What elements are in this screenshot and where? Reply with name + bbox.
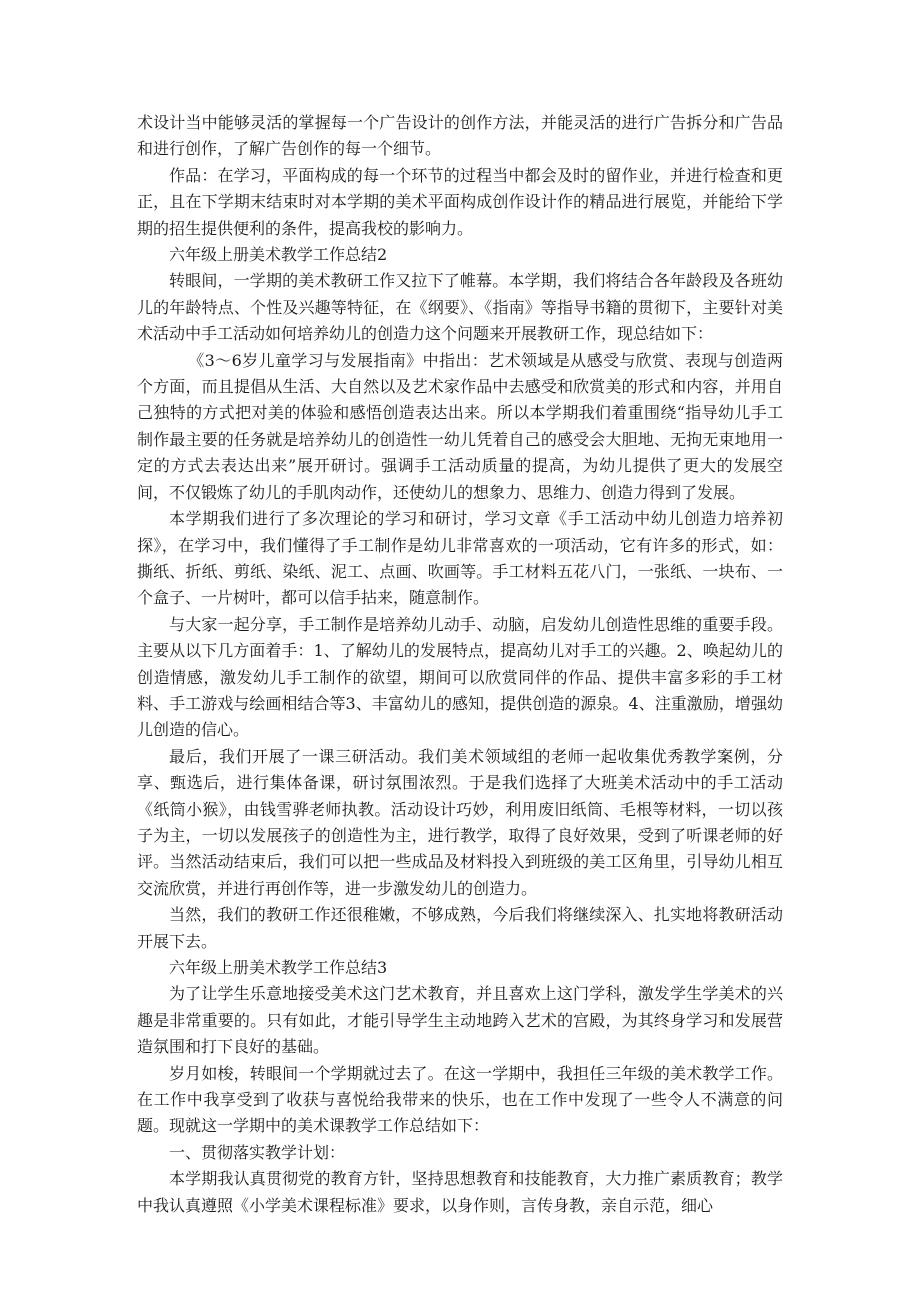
document-body <box>137 110 783 1219</box>
paragraph-10: 岁月如梭，转眼间一个学期就过去了。在这一学期中，我担任三年级的美术教学工作。在工作中我享受到了收获与喜悦给我带来的快乐，也在工作中发现了一些令人不满意的问题。现就这一学期中的美术课教学工作总结如下： <box>137 1063 783 1136</box>
paragraph-9: 为了让学生乐意地接受美术这门艺术教育，并且喜欢上这门学科，激发学生学美术的兴趣是非常重要的。只有如此，才能引导学生主动地跨入艺术的宫殿，为其终身学习和发展营造氛围和打下良好的基础。 <box>137 984 783 1057</box>
paragraph-5: 本学期我们进行了多次理论的学习和研讨，学习文章《手工活动中幼儿创造力培养初探》，在学习中，我们懂得了手工制作是幼儿非常喜欢的一项活动，它有许多的形式，如：撕纸、折纸、剪纸、染纸、泥工、点画、吹画等。手工材料五花八门，一张纸、一块布、一个盒子、一片树叶，都可以信手拈来，随意制作。 <box>137 509 783 608</box>
paragraph-3: 转眼间，一学期的美术教研工作又拉下了帷幕。本学期，我们将结合各年龄段及各班幼儿的年龄特点、个性及兴趣等特征，在《纲要》、《指南》等指导书籍的贯彻下，主要针对美术活动中手工活动如何培养幼儿的创造力这个问题来开展教研工作，现总结如下： <box>137 271 783 344</box>
paragraph-2: 作品：在学习，平面构成的每一个环节的过程当中都会及时的留作业，并进行检查和更正，且在下学期末结束时对本学期的美术平面构成创作设计作的精品进行展览，并能给下学期的招生提供便利的条件，提高我校的影响力。 <box>137 165 783 238</box>
subsection-heading-1: 一、贯彻落实教学计划： <box>169 1142 346 1162</box>
paragraph-11: 本学期我认真贯彻党的教育方针，坚持思想教育和技能教育，大力推广素质教育；教学中我认真遵照《小学美术课程标准》要求，以身作则，言传身教，亲自示范，细心 <box>137 1169 783 1215</box>
section-heading-3: 六年级上册美术教学工作总结3 <box>169 958 388 977</box>
paragraph-6: 与大家一起分享，手工制作是培养幼儿动手、动脑，启发幼儿创造性思维的重要手段。主要从以下几方面着手：1、了解幼儿的发展特点，提高幼儿对手工的兴趣。2、唤起幼儿的创造情感，激发幼儿手工制作的欲望，期间可以欣赏同伴的作品、提供丰富多彩的手工材料、手工游戏与绘画相结合等3、丰富幼儿的感知，提供创造的源泉。4、注重激励，增强幼儿创造的信心。 <box>137 614 783 740</box>
paragraph-1: 术设计当中能够灵活的掌握每一个广告设计的创作方法，并能灵活的进行广告拆分和广告品和进行创作，了解广告创作的每一个细节。 <box>137 113 783 159</box>
paragraph-8: 当然，我们的教研工作还很稚嫩，不够成熟，今后我们将继续深入、扎实地将教研活动开展下去。 <box>137 905 783 951</box>
section-heading-2: 六年级上册美术教学工作总结2 <box>169 245 388 265</box>
paragraph-4: 《3～6岁儿童学习与发展指南》中指出：艺术领域是从感受与欣赏、表现与创造两个方面，而且提倡从生活、大自然以及艺术家作品中去感受和欣赏美的形式和内容，并用自己独特的方式把对美的体验和感悟创造表达出来。所以本学期我们着重围绕“指导幼儿手工制作最主要的任务就是培养幼儿的创造性一幼儿凭着自己的感受会大胆地、无拘无束地用一定的方式去表达出来”展开研讨。强调手工活动质量的提高，为幼儿提供了更大的发展空间，不仅锻炼了幼儿的手肌肉动作，还使幼儿的想象力、思维力、创造力得到了发展。 <box>137 350 783 502</box>
paragraph-7: 最后，我们开展了一课三研活动。我们美术领域组的老师一起收集优秀教学案例，分享、甄选后，进行集体备课，研讨氛围浓烈。于是我们选择了大班美术活动中的手工活动《纸筒小猴》，由钱雪骅老师执教。活动设计巧妙，利用废旧纸筒、毛根等材料，一切以孩子为主，一切以发展孩子的创造性为主，进行教学，取得了良好效果，受到了听课老师的好评。当然活动结束后，我们可以把一些成品及材料投入到班级的美工区角里，引导幼儿相互交流欣赏，并进行再创作等，进一步激发幼儿的创造力。 <box>137 746 783 898</box>
